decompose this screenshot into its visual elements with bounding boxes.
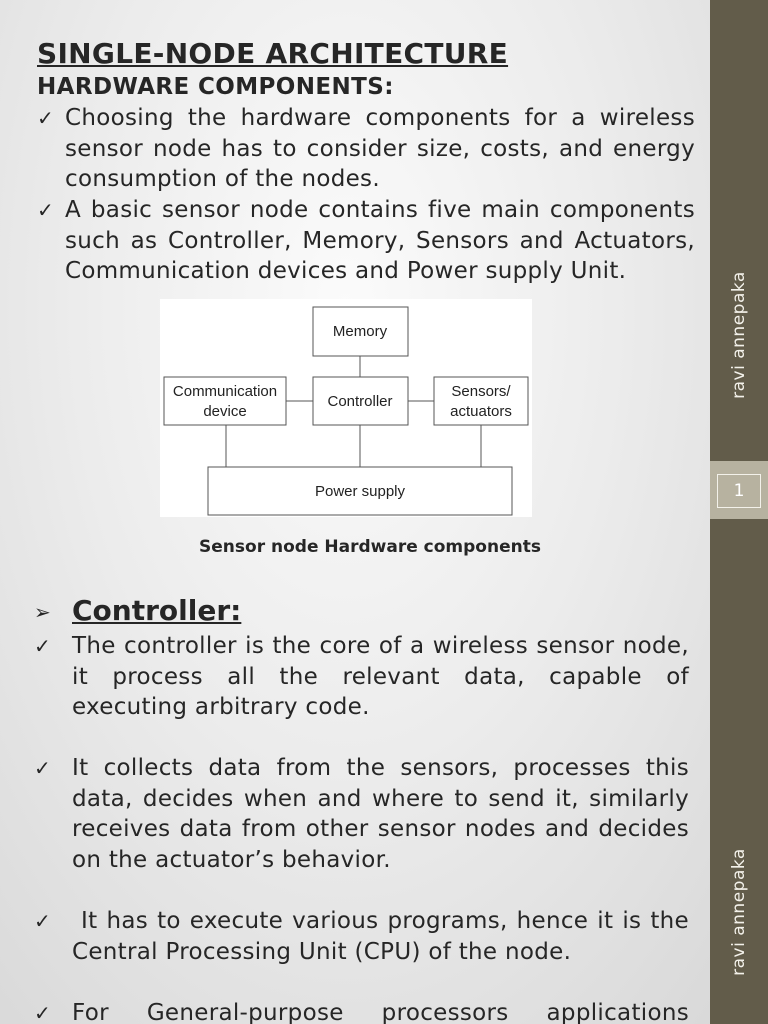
slide-subtitle: HARDWARE COMPONENTS: (37, 74, 394, 100)
check-icon: ✓ (34, 756, 51, 780)
controller-label: Controller (327, 393, 393, 410)
communication-label-line1: Communication (172, 383, 278, 400)
sensors-label-line2: actuators (450, 403, 512, 420)
hardware-diagram-svg (160, 299, 532, 517)
bullet-text: It has to execute various programs, hence it is the Central Processing Unit (CPU) of the node. (72, 908, 697, 965)
arrow-bullet-icon: ➢ (34, 600, 51, 624)
author-label-top: ravi annepaka (729, 271, 749, 399)
bullet-item (37, 195, 695, 305)
slide-title: SINGLE-NODE ARCHITECTURE (37, 37, 509, 70)
bullet-text: The controller is the core of a wireless sensor node, it process all the relevant data, capable of executing arbitrary code. (72, 633, 689, 720)
communication-label-line2: device (203, 403, 247, 420)
memory-label: Memory (332, 323, 388, 340)
author-label-bottom: ravi annepaka (729, 848, 749, 976)
bullet-text: For General-purpose processors applications (72, 1000, 689, 1024)
page-number-box (710, 461, 768, 519)
bullet-text: It collects data from the sensors, processes this data, decides when and where to send it, similarly receives data from other sensor nodes and decides on the actuator’s behavior. (72, 755, 689, 873)
bullet-text: Choosing the hardware components for a wireless sensor node has to consider size, costs, and energy consumption of the nodes. (65, 105, 695, 192)
bullet-item (37, 103, 695, 195)
bullet-item (34, 631, 689, 723)
power-supply-label: Power supply (314, 483, 406, 500)
check-icon: ✓ (34, 909, 51, 933)
check-icon: ✓ (34, 634, 51, 658)
bullet-item (34, 998, 689, 1024)
check-icon: ✓ (34, 1001, 51, 1024)
hardware-diagram (160, 299, 532, 517)
bullet-item (34, 753, 689, 875)
page-number: 1 (717, 474, 761, 508)
diagram-caption: Sensor node Hardware components (199, 537, 541, 557)
bullet-text: A basic sensor node contains five main components such as Controller, Memory, Sensors and Actuators, Communication devices and Power supply Unit. (65, 197, 695, 284)
sensors-label-line1: Sensors/ (451, 383, 511, 400)
bullet-item (34, 906, 697, 967)
check-icon: ✓ (37, 106, 54, 130)
check-icon: ✓ (37, 198, 54, 222)
section-heading: Controller: (72, 594, 242, 627)
